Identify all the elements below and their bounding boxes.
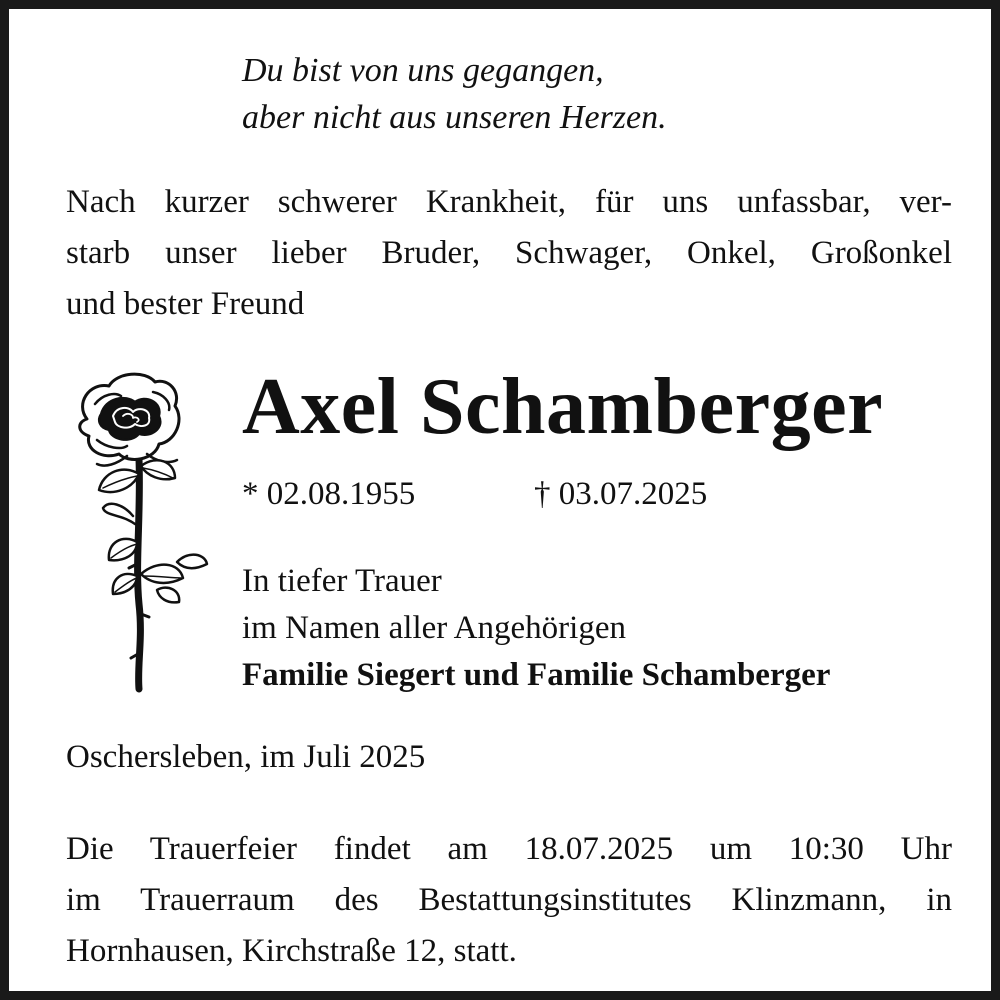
poem-line-1: Du bist von uns gegangen, [242, 52, 604, 89]
intro-line-3: und bester Freund [66, 286, 305, 322]
memorial-poem [242, 47, 962, 141]
service-line-3: Hornhausen, Kirchstraße 12, statt. [66, 933, 517, 969]
death-date: † 03.07.2025 [534, 476, 708, 512]
intro-text [66, 177, 952, 330]
intro-line-2: starb unser lieber Bruder, Schwager, Onkel, Großonkel [66, 235, 952, 271]
funeral-service-info [66, 824, 952, 977]
service-line-2: im Trauerraum des Bestattungsinstitutes Klinzmann, in [66, 882, 952, 918]
intro-line-1: Nach kurzer schwerer Krankheit, für uns unfassbar, ver- [66, 184, 952, 220]
deceased-name: Axel Schamberger [242, 363, 884, 451]
birth-date: * 02.08.1955 [242, 476, 416, 512]
place-date: Oschersleben, im Juli 2025 [66, 739, 426, 775]
mourning-line-1: In tiefer Trauer [242, 563, 442, 599]
mourning-families: Familie Siegert und Familie Schamberger [242, 657, 831, 693]
poem-line-2: aber nicht aus unseren Herzen. [242, 99, 667, 136]
service-line-1: Die Trauerfeier findet am 18.07.2025 um 10:30 Uhr [66, 831, 952, 867]
mourning-text [242, 558, 982, 699]
mourning-line-2: im Namen aller Angehörigen [242, 610, 626, 646]
rose-icon [67, 364, 212, 694]
